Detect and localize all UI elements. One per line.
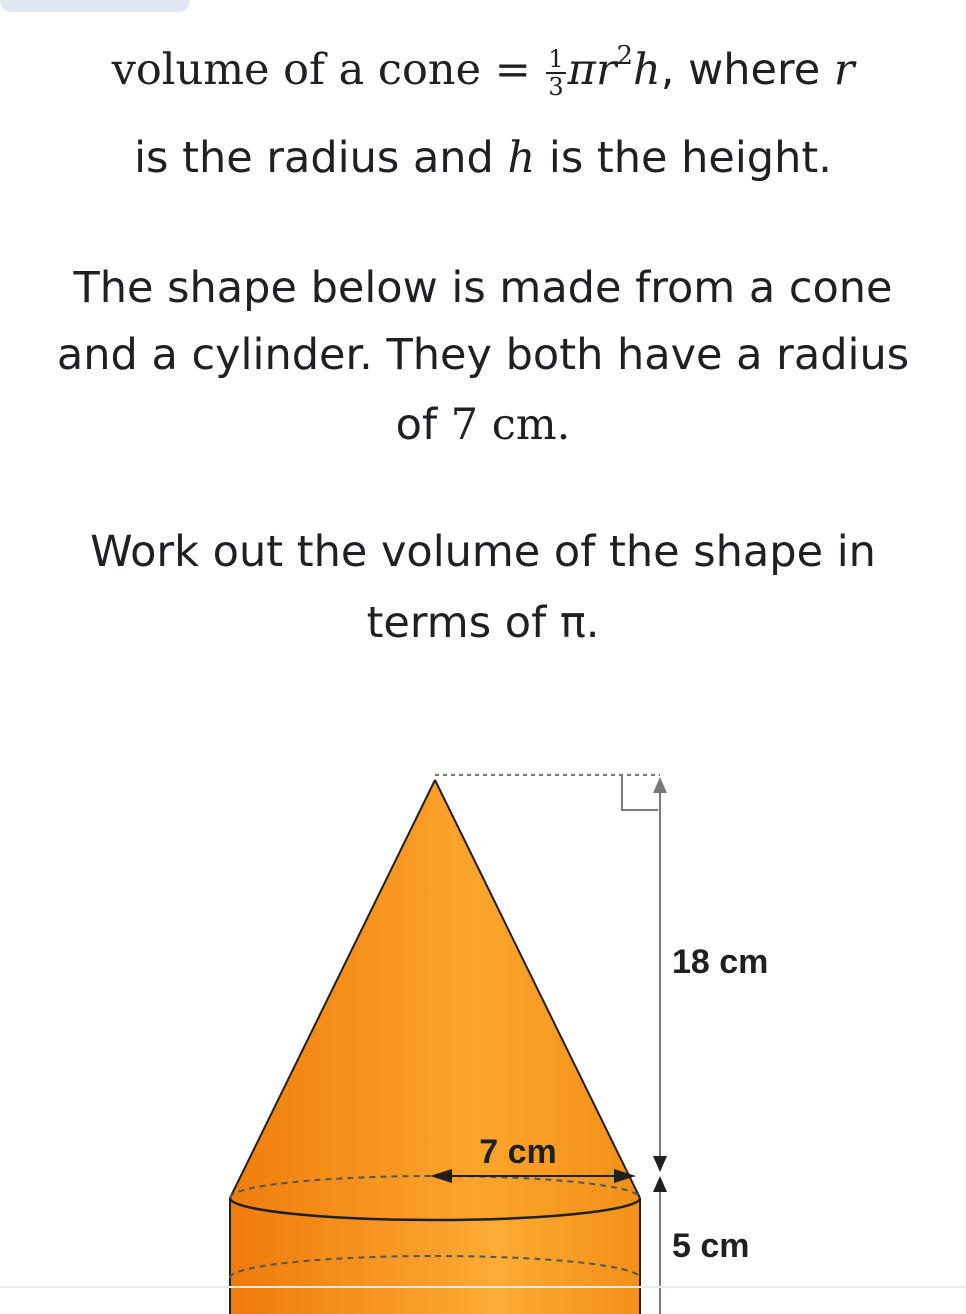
- cylinder-height-dimension: [653, 1176, 750, 1314]
- top-tab: [0, 0, 190, 12]
- definition-post: is the height.: [548, 133, 832, 183]
- problem-line-3-pre: of: [395, 400, 438, 450]
- formula-r: r: [595, 45, 617, 95]
- cone-height-arrow-bottom: [653, 1156, 667, 1172]
- problem-line-3: [0, 395, 966, 455]
- fraction-numerator: 1: [548, 44, 564, 73]
- cone-body: [230, 780, 640, 1220]
- problem-line-1: The shape below is made from a cone: [73, 263, 893, 313]
- formula-prefix: volume of a cone: [111, 45, 482, 95]
- cone-height-arrow-top: [653, 777, 667, 793]
- formula-fraction: [546, 46, 565, 100]
- question-line-2: terms of π.: [366, 598, 600, 648]
- cone-cylinder-diagram: [0, 760, 966, 1314]
- radius-value: 7 cm.: [450, 400, 571, 450]
- problem-line-2: and a cylinder. They both have a radius: [56, 330, 910, 380]
- formula-equals: =: [494, 45, 531, 95]
- cylinder-height-arrow-top: [653, 1176, 667, 1192]
- question-line-1: Work out the volume of the shape in: [90, 527, 876, 577]
- formula-r-var: r: [833, 45, 855, 95]
- cone-height-dimension: [653, 777, 768, 1172]
- radius-label: 7 cm: [479, 1133, 557, 1171]
- formula-where: , where: [660, 45, 821, 95]
- cone: [230, 780, 640, 1220]
- fraction-denominator: 3: [548, 72, 564, 101]
- definition-h-var: h: [507, 133, 536, 183]
- formula-exponent: 2: [616, 41, 634, 71]
- definition-pre: is the radius and: [134, 133, 494, 183]
- cone-height-label: 18 cm: [672, 943, 769, 981]
- definition-line: [0, 128, 966, 188]
- formula-pi: π: [567, 45, 596, 95]
- formula-line: [0, 40, 966, 100]
- cylinder-height-label: 5 cm: [672, 1227, 750, 1265]
- formula-h: h: [633, 45, 661, 95]
- right-angle-marker: [622, 775, 658, 810]
